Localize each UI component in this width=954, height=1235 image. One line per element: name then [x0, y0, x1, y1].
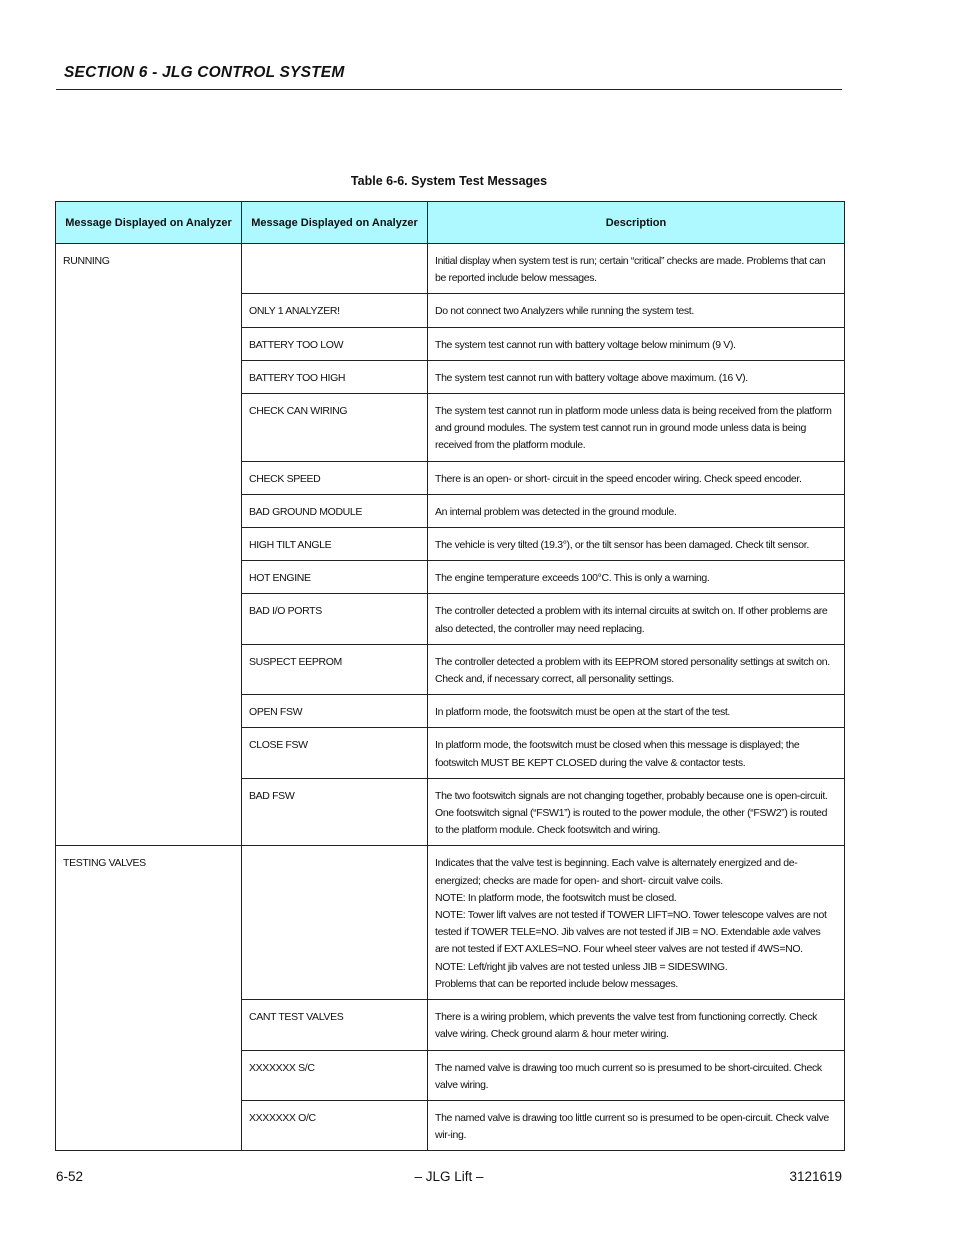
description-text: The named valve is drawing too little current so is presumed to be open-circuit. Check valve wir-ing.	[435, 1111, 829, 1142]
description-cell	[428, 294, 845, 327]
table-row	[56, 728, 845, 778]
message-cell: XXXXXXX O/C	[242, 1100, 428, 1150]
table-row	[56, 528, 845, 561]
description-text: NOTE: In platform mode, the footswitch must be closed.	[435, 891, 677, 904]
group-label-cell	[56, 644, 242, 694]
group-label-cell	[56, 728, 242, 778]
description-text: Do not connect two Analyzers while running the system test.	[435, 305, 694, 318]
table-row	[56, 244, 845, 294]
group-label-cell: RUNNING	[56, 244, 242, 294]
message-cell: BATTERY TOO HIGH	[242, 360, 428, 393]
description-text: In platform mode, the footswitch must be open at the start of the test.	[435, 706, 730, 719]
group-label-cell	[56, 294, 242, 327]
description-text: The system test cannot run in platform mode unless data is being received from the platform and ground modules. The system test cannot run in ground mode unless data is being received from the platform module.	[435, 405, 832, 452]
description-cell	[428, 360, 845, 393]
group-label-cell	[56, 1100, 242, 1150]
description-cell	[428, 594, 845, 644]
group-label-cell	[56, 1050, 242, 1100]
message-cell: ONLY 1 ANALYZER!	[242, 294, 428, 327]
table-row	[56, 594, 845, 644]
column-header: Message Displayed on Analyzer	[56, 202, 242, 244]
description-text: An internal problem was detected in the ground module.	[435, 505, 677, 518]
table-row	[56, 561, 845, 594]
message-cell: HOT ENGINE	[242, 561, 428, 594]
message-cell: OPEN FSW	[242, 695, 428, 728]
description-text: Indicates that the valve test is beginning. Each valve is alternately energized and de-energized; checks are made for open- and short- circuit valve coils.	[435, 857, 798, 887]
description-text: NOTE: Left/right jib valves are not tested unless JIB = SIDESWING.	[435, 960, 728, 973]
message-cell: BAD I/O PORTS	[242, 594, 428, 644]
group-label-cell	[56, 594, 242, 644]
group-label-cell	[56, 778, 242, 846]
group-label-cell	[56, 461, 242, 494]
group-label-cell	[56, 394, 242, 462]
footer-brand: – JLG Lift –	[414, 1169, 484, 1184]
table-row	[56, 360, 845, 393]
group-label-cell	[56, 528, 242, 561]
description-text: There is an open- or short- circuit in the speed encoder wiring. Check speed encoder.	[435, 472, 802, 485]
table-row	[56, 778, 845, 846]
page-number: 6-52	[56, 1169, 84, 1184]
description-cell	[428, 528, 845, 561]
description-text: Initial display when system test is run; certain “critical” checks are made. Problems that can be reported include below messages.	[435, 255, 826, 285]
message-cell	[242, 244, 428, 294]
table-row	[56, 1000, 845, 1050]
description-cell	[428, 244, 845, 294]
table-row	[56, 1100, 845, 1150]
table-body	[56, 244, 845, 1151]
table-row	[56, 1050, 845, 1100]
table-row	[56, 294, 845, 327]
table-row	[56, 394, 845, 462]
table-caption: Table 6-6. System Test Messages	[350, 174, 548, 188]
description-text: The system test cannot run with battery voltage below minimum (9 V).	[435, 338, 736, 351]
group-label-cell	[56, 327, 242, 360]
description-text: Problems that can be reported include below messages.	[435, 977, 678, 990]
message-cell: BAD GROUND MODULE	[242, 494, 428, 527]
message-cell: SUSPECT EEPROM	[242, 644, 428, 694]
description-text: The controller detected a problem with its EEPROM stored personality settings at switch on. Check and, if necessary correct, all personality settings.	[435, 655, 830, 686]
description-text: The two footswitch signals are not changing together, probably because one is open-circuit. One footswitch signal (“FSW1”) is routed to the power module, the other (“FSW2”) is routed to the platform module. Check footswitch and wiring.	[435, 789, 828, 837]
group-label-cell	[56, 1000, 242, 1050]
group-label-cell	[56, 494, 242, 527]
group-label-cell	[56, 561, 242, 594]
table-row	[56, 494, 845, 527]
description-text: There is a wiring problem, which prevents the valve test from functioning correctly. Check valve wiring. Check ground alarm & hour meter wiring.	[435, 1011, 818, 1041]
message-cell: XXXXXXX S/C	[242, 1050, 428, 1100]
description-cell	[428, 728, 845, 778]
description-text: The controller detected a problem with its internal circuits at switch on. If other problems are also detected, the controller may need replacing.	[435, 605, 828, 635]
description-cell	[428, 327, 845, 360]
message-cell: BATTERY TOO LOW	[242, 327, 428, 360]
group-label-cell	[56, 695, 242, 728]
description-cell	[428, 561, 845, 594]
table-row	[56, 327, 845, 360]
header-divider	[56, 89, 842, 90]
system-test-messages-table	[55, 201, 845, 1151]
description-cell	[428, 695, 845, 728]
description-text: The engine temperature exceeds 100°C. This is only a warning.	[435, 572, 710, 585]
column-header: Description	[428, 202, 845, 244]
description-text: The system test cannot run with battery voltage above maximum. (16 V).	[435, 371, 748, 384]
message-cell: BAD FSW	[242, 778, 428, 846]
column-header: Message Displayed on Analyzer	[242, 202, 428, 244]
table-row	[56, 846, 845, 1000]
description-cell	[428, 1100, 845, 1150]
description-cell	[428, 846, 845, 1000]
document-number: 3121619	[789, 1169, 842, 1184]
table-row	[56, 644, 845, 694]
description-cell	[428, 394, 845, 462]
description-cell	[428, 494, 845, 527]
description-cell	[428, 644, 845, 694]
message-cell: CANT TEST VALVES	[242, 1000, 428, 1050]
description-text: In platform mode, the footswitch must be closed when this message is displayed; the footswitch MUST BE KEPT CLOSED during the valve & contactor tests.	[435, 739, 800, 769]
description-cell	[428, 1000, 845, 1050]
message-cell: CLOSE FSW	[242, 728, 428, 778]
table-header-row	[56, 202, 845, 244]
table-row	[56, 695, 845, 728]
description-text: The named valve is drawing too much current so is presumed to be short-circuited. Check valve wiring.	[435, 1061, 822, 1091]
description-text: The vehicle is very tilted (19.3°), or the tilt sensor has been damaged. Check tilt sensor.	[435, 539, 809, 552]
table-row	[56, 461, 845, 494]
message-cell	[242, 846, 428, 1000]
description-cell	[428, 461, 845, 494]
section-title: SECTION 6 - JLG CONTROL SYSTEM	[64, 64, 345, 81]
group-label-cell: TESTING VALVES	[56, 846, 242, 1000]
description-cell	[428, 778, 845, 846]
group-label-cell	[56, 360, 242, 393]
message-cell: CHECK SPEED	[242, 461, 428, 494]
message-cell: CHECK CAN WIRING	[242, 394, 428, 462]
description-cell	[428, 1050, 845, 1100]
message-cell: HIGH TILT ANGLE	[242, 528, 428, 561]
description-text: NOTE: Tower lift valves are not tested if TOWER LIFT=NO. Tower telescope valves are not tested if TOWER TELE=NO. Jib valves are not tested if JIB = NO. Extendable axle valves are not tested if EXT AXLES=NO. Four wheel steer valves are not tested if 4WS=NO.	[435, 909, 827, 956]
